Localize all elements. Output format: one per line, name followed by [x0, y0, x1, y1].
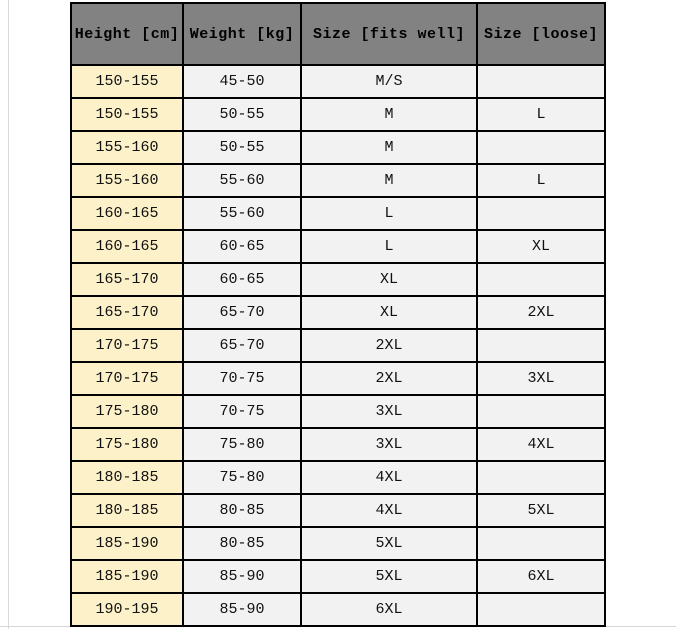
table-row: [71, 329, 605, 362]
weight-cell: 70-75: [183, 362, 301, 395]
height-cell: 175-180: [71, 428, 183, 461]
size-fits-well-cell: M: [301, 98, 477, 131]
size-loose-cell: 6XL: [477, 560, 605, 593]
height-cell: 180-185: [71, 461, 183, 494]
table-row: [71, 428, 605, 461]
table-row: [71, 98, 605, 131]
weight-cell: 65-70: [183, 296, 301, 329]
weight-cell: 85-90: [183, 593, 301, 626]
table-row: [71, 230, 605, 263]
size-chart: [70, 2, 606, 627]
weight-cell: 60-65: [183, 263, 301, 296]
size-fits-well-cell: 3XL: [301, 428, 477, 461]
table-row: [71, 494, 605, 527]
height-cell: 170-175: [71, 362, 183, 395]
size-fits-well-cell: XL: [301, 263, 477, 296]
size-loose-cell: [477, 197, 605, 230]
weight-cell: 60-65: [183, 230, 301, 263]
weight-cell: 80-85: [183, 527, 301, 560]
size-loose-cell: 4XL: [477, 428, 605, 461]
size-fits-well-cell: 6XL: [301, 593, 477, 626]
size-table: [70, 2, 606, 627]
size-loose-cell: XL: [477, 230, 605, 263]
height-cell: 175-180: [71, 395, 183, 428]
column-header-weight-cell: Weight [kg]: [183, 3, 301, 65]
weight-cell: 80-85: [183, 494, 301, 527]
size-fits-well-cell: XL: [301, 296, 477, 329]
table-row: [71, 65, 605, 98]
size-loose-cell: 2XL: [477, 296, 605, 329]
column-header-size-fits-well-cell: Size [fits well]: [301, 3, 477, 65]
weight-cell: 70-75: [183, 395, 301, 428]
size-loose-cell: [477, 593, 605, 626]
table-row: [71, 296, 605, 329]
table-row: [71, 527, 605, 560]
size-fits-well-cell: 5XL: [301, 560, 477, 593]
size-loose-cell: [477, 527, 605, 560]
height-cell: 160-165: [71, 197, 183, 230]
size-loose-cell: 5XL: [477, 494, 605, 527]
size-loose-cell: [477, 65, 605, 98]
height-cell: 190-195: [71, 593, 183, 626]
size-fits-well-cell: L: [301, 230, 477, 263]
table-row: [71, 131, 605, 164]
height-cell: 165-170: [71, 296, 183, 329]
table-row: [71, 362, 605, 395]
size-fits-well-cell: 3XL: [301, 395, 477, 428]
weight-cell: 65-70: [183, 329, 301, 362]
height-cell: 165-170: [71, 263, 183, 296]
weight-cell: 85-90: [183, 560, 301, 593]
size-loose-cell: [477, 461, 605, 494]
table-body: [71, 65, 605, 626]
size-fits-well-cell: 5XL: [301, 527, 477, 560]
weight-cell: 50-55: [183, 98, 301, 131]
weight-cell: 55-60: [183, 164, 301, 197]
table-row: [71, 593, 605, 626]
size-loose-cell: [477, 131, 605, 164]
column-header-height-cell: Height [cm]: [71, 3, 183, 65]
height-cell: 160-165: [71, 230, 183, 263]
size-fits-well-cell: 4XL: [301, 461, 477, 494]
column-header-size-loose-cell: Size [loose]: [477, 3, 605, 65]
height-cell: 150-155: [71, 65, 183, 98]
height-cell: 185-190: [71, 527, 183, 560]
canvas-edge-left-line: [8, 0, 9, 629]
size-loose-cell: L: [477, 98, 605, 131]
header-row: [71, 3, 605, 65]
weight-cell: 75-80: [183, 461, 301, 494]
weight-cell: 75-80: [183, 428, 301, 461]
size-loose-cell: [477, 395, 605, 428]
table-row: [71, 560, 605, 593]
table-row: [71, 395, 605, 428]
size-fits-well-cell: 2XL: [301, 362, 477, 395]
size-fits-well-cell: M: [301, 164, 477, 197]
size-loose-cell: [477, 329, 605, 362]
table-row: [71, 164, 605, 197]
size-fits-well-cell: 2XL: [301, 329, 477, 362]
height-cell: 180-185: [71, 494, 183, 527]
height-cell: 155-160: [71, 131, 183, 164]
size-fits-well-cell: M/S: [301, 65, 477, 98]
height-cell: 185-190: [71, 560, 183, 593]
size-loose-cell: [477, 263, 605, 296]
weight-cell: 50-55: [183, 131, 301, 164]
height-cell: 150-155: [71, 98, 183, 131]
table-row: [71, 461, 605, 494]
size-fits-well-cell: L: [301, 197, 477, 230]
weight-cell: 45-50: [183, 65, 301, 98]
size-fits-well-cell: M: [301, 131, 477, 164]
table-row: [71, 263, 605, 296]
size-fits-well-cell: 4XL: [301, 494, 477, 527]
size-loose-cell: 3XL: [477, 362, 605, 395]
table-row: [71, 197, 605, 230]
size-loose-cell: L: [477, 164, 605, 197]
weight-cell: 55-60: [183, 197, 301, 230]
height-cell: 170-175: [71, 329, 183, 362]
height-cell: 155-160: [71, 164, 183, 197]
